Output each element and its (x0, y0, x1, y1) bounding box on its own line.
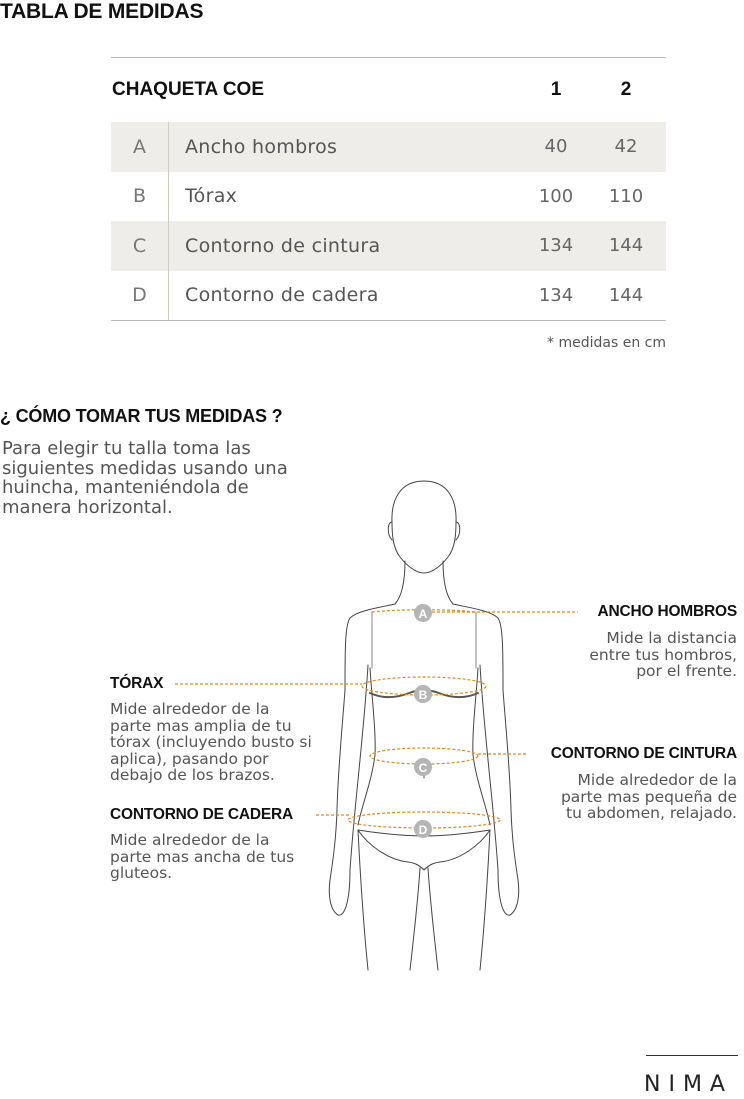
hip-title: CONTORNO DE CADERA (110, 806, 293, 823)
row-value-size-1: 134 (538, 235, 574, 257)
table-header-row (111, 58, 666, 122)
shoulders-title: ANCHO HOMBROS (597, 603, 737, 620)
size-header-1: 1 (550, 79, 562, 100)
chest-description (110, 701, 312, 784)
description-line: por el frente. (636, 662, 737, 680)
row-label: Tórax (185, 185, 238, 208)
row-value-size-2: 144 (608, 235, 644, 257)
figure-neck-left (395, 561, 405, 604)
figure-leg-right (480, 830, 490, 970)
intro-line: manera horizontal. (2, 496, 173, 518)
description-line: parte mas ancha de tus (110, 847, 295, 866)
description-line: Mide alrededor de la (110, 700, 270, 718)
figure-head (392, 481, 456, 573)
shoulders-description (589, 630, 737, 680)
units-note: * medidas en cm (547, 335, 666, 351)
figure-leg-inner-left (410, 868, 420, 970)
row-label: Contorno de cintura (185, 234, 381, 257)
row-label: Contorno de cadera (185, 284, 379, 307)
description-line: parte mas amplia de tu (110, 716, 292, 735)
description-line: tórax (incluyendo busto si (110, 733, 312, 751)
size-table (111, 57, 666, 321)
figure-ear-right (456, 522, 460, 540)
description-line: gluteos. (110, 864, 173, 882)
row-letter: B (111, 172, 169, 222)
description-line: Mide alrededor de la (577, 771, 737, 789)
row-value-size-1: 40 (544, 136, 568, 158)
svg-text:A: A (418, 607, 428, 621)
description-line: entre tus hombros, (589, 645, 737, 664)
row-value-size-2: 144 (608, 284, 644, 306)
how-to-title: ¿ CÓMO TOMAR TUS MEDIDAS ? (0, 406, 283, 426)
waist-title: CONTORNO DE CINTURA (550, 745, 737, 762)
chest-marker (414, 685, 432, 703)
figure-hand-left (329, 870, 350, 915)
row-label: Ancho hombros (185, 135, 338, 158)
row-letter: C (111, 221, 169, 271)
figure-arm-right-outer (503, 690, 518, 880)
hip-description (110, 832, 294, 882)
intro-line: siguientes medidas usando una (2, 457, 288, 479)
size-header-2: 2 (620, 79, 632, 100)
figure-hand-right (498, 870, 519, 915)
figure-leg-left (358, 830, 368, 970)
svg-text:D: D (418, 823, 428, 837)
figure-arm-left-outer (330, 690, 345, 880)
figure-shoulder-left (345, 604, 395, 690)
row-value-size-2: 110 (608, 185, 644, 207)
hip-marker (414, 820, 432, 838)
figure-neck-right (443, 561, 453, 604)
table-row (111, 122, 666, 172)
intro-line: huincha, manteniéndola de (2, 477, 249, 498)
row-letter: D (111, 271, 169, 321)
row-letter: A (111, 122, 169, 172)
row-value-size-1: 100 (538, 185, 574, 207)
table-row (111, 172, 666, 222)
page-title: TABLA DE MEDIDAS (0, 0, 204, 23)
waist-description (561, 772, 737, 822)
description-line: parte mas pequeña de (560, 787, 737, 806)
product-name: CHAQUETA COE (112, 79, 264, 100)
intro-line: Para elegir tu talla toma las (2, 438, 251, 459)
description-line: tu abdomen, relajado. (566, 804, 737, 822)
table-row (111, 221, 666, 271)
description-line: Mide alrededor de la (110, 831, 270, 849)
description-line: debajo de los brazos. (110, 766, 275, 784)
row-value-size-1: 134 (538, 284, 574, 306)
svg-text:C: C (418, 761, 428, 775)
row-value-size-2: 42 (614, 136, 638, 158)
table-bottom-divider (111, 320, 666, 321)
table-row (111, 271, 666, 321)
waist-marker (414, 758, 432, 776)
description-line: aplica), pasando por (110, 749, 269, 768)
figure-shoulder-right (453, 604, 503, 690)
figure-leg-inner-right (428, 868, 438, 970)
figure-ear-left (388, 522, 392, 540)
brand-logo: NIMA (644, 1072, 733, 1097)
chest-title: TÓRAX (110, 675, 164, 692)
description-line: Mide la distancia (606, 629, 737, 647)
svg-text:B: B (418, 688, 428, 702)
shoulder-marker (414, 604, 432, 622)
brand-divider (646, 1055, 738, 1056)
